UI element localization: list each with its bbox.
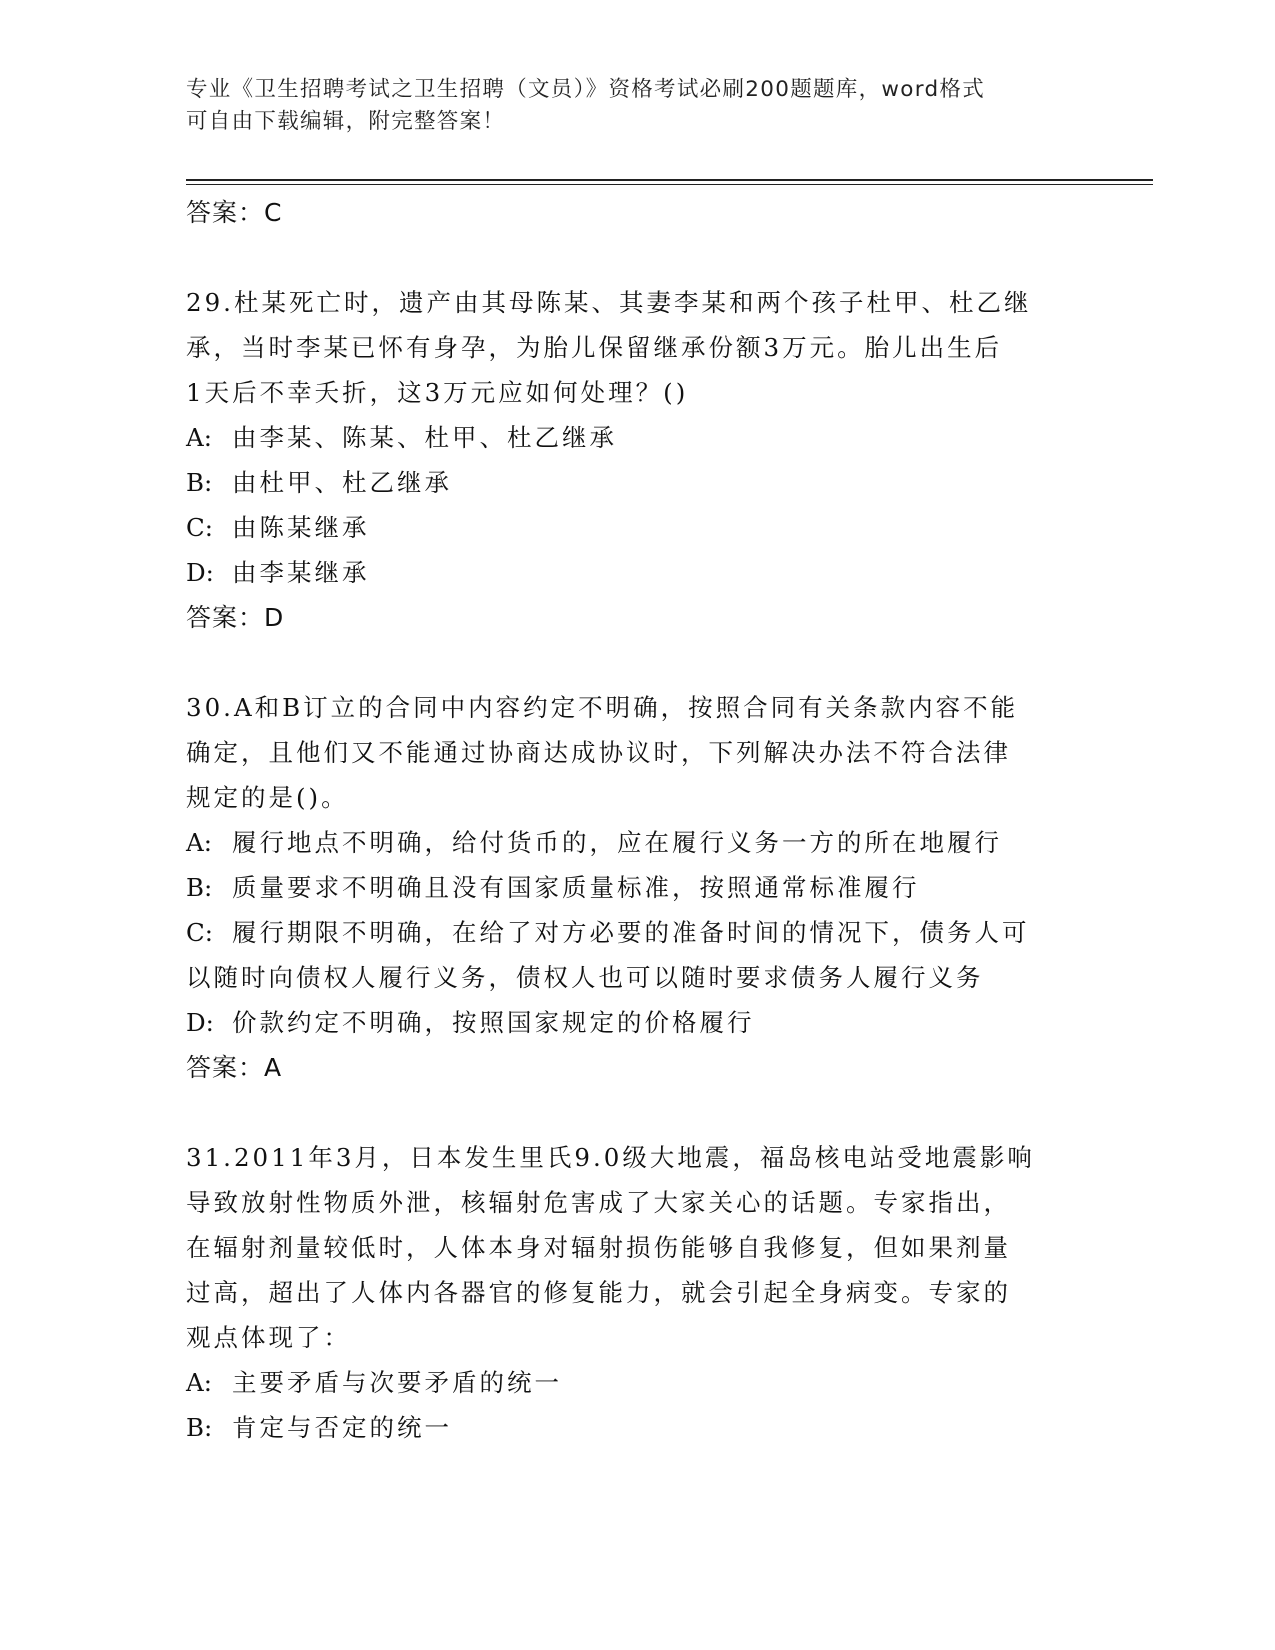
document-header: [186, 74, 1086, 138]
option-text: 履行地点不明确，给付货币的，应在履行义务一方的所在地履行: [232, 828, 1002, 857]
question-stem-line: 承，当时李某已怀有身孕，为胎儿保留继承份额3万元。胎儿出生后: [186, 333, 1003, 362]
question-30: [186, 685, 1086, 1090]
spacer: [186, 640, 1086, 685]
option-text: 由杜甲、杜乙继承: [232, 468, 452, 497]
question-stem-line: 1天后不幸夭折，这3万元应如何处理？(): [186, 378, 689, 407]
option-key: D:: [186, 558, 214, 587]
option-text: 由李某、陈某、杜甲、杜乙继承: [232, 423, 617, 452]
question-stem-line: 29.杜某死亡时，遗产由其母陈某、其妻李某和两个孩子杜甲、杜乙继: [186, 288, 1032, 317]
answer-30: 答案：A: [186, 1053, 283, 1082]
header-rule-thin: [186, 184, 1153, 185]
option-b: [186, 460, 1086, 505]
option-d: [186, 550, 1086, 595]
option-key: B:: [186, 1413, 213, 1442]
option-key: A:: [186, 1368, 212, 1397]
question-content: [186, 190, 1086, 1450]
question-stem-line: 在辐射剂量较低时，人体本身对辐射损伤能够自我修复，但如果剂量: [186, 1233, 1011, 1262]
question-stem-line: 观点体现了：: [186, 1323, 351, 1352]
option-text: 质量要求不明确且没有国家质量标准，按照通常标准履行: [232, 873, 920, 902]
option-text: 由李某继承: [232, 558, 370, 587]
option-c-continuation: 以随时向债权人履行义务，债权人也可以随时要求债务人履行义务: [186, 963, 984, 992]
question-stem-line: 规定的是()。: [186, 783, 349, 812]
option-d: [186, 1000, 1086, 1045]
option-b: [186, 865, 1086, 910]
option-text: 履行期限不明确，在给了对方必要的准备时间的情况下，债务人可: [232, 918, 1030, 947]
previous-answer: 答案：C: [186, 198, 283, 227]
question-29: [186, 280, 1086, 640]
option-key: C:: [186, 513, 214, 542]
option-a: [186, 1360, 1086, 1405]
question-stem-line: 过高，超出了人体内各器官的修复能力，就会引起全身病变。专家的: [186, 1278, 1011, 1307]
option-key: B:: [186, 468, 213, 497]
option-c: [186, 910, 1086, 955]
option-text: 由陈某继承: [232, 513, 370, 542]
question-31: [186, 1135, 1086, 1450]
option-key: B:: [186, 873, 213, 902]
option-a: [186, 820, 1086, 865]
question-stem-line: 31.2011年3月，日本发生里氏9.0级大地震，福岛核电站受地震影响: [186, 1143, 1035, 1172]
question-stem-line: 确定，且他们又不能通过协商达成协议时，下列解决办法不符合法律: [186, 738, 1011, 767]
header-rule-thick: [186, 179, 1153, 181]
option-b: [186, 1405, 1086, 1450]
question-stem-line: 导致放射性物质外泄，核辐射危害成了大家关心的话题。专家指出，: [186, 1188, 1011, 1217]
question-stem-line: 30.A和B订立的合同中内容约定不明确，按照合同有关条款内容不能: [186, 693, 1019, 722]
option-key: C:: [186, 918, 214, 947]
option-text: 价款约定不明确，按照国家规定的价格履行: [232, 1008, 755, 1037]
spacer: [186, 1090, 1086, 1135]
option-key: D:: [186, 1008, 214, 1037]
option-text: 主要矛盾与次要矛盾的统一: [232, 1368, 562, 1397]
option-key: A:: [186, 423, 212, 452]
option-c: [186, 505, 1086, 550]
header-line-1: 专业《卫生招聘考试之卫生招聘（文员）》资格考试必刷200题题库，word格式: [186, 77, 986, 102]
header-line-2: 可自由下载编辑，附完整答案！: [186, 109, 506, 134]
option-text: 肯定与否定的统一: [232, 1413, 452, 1442]
answer-29: 答案：D: [186, 603, 285, 632]
spacer: [186, 235, 1086, 280]
option-key: A:: [186, 828, 212, 857]
option-a: [186, 415, 1086, 460]
